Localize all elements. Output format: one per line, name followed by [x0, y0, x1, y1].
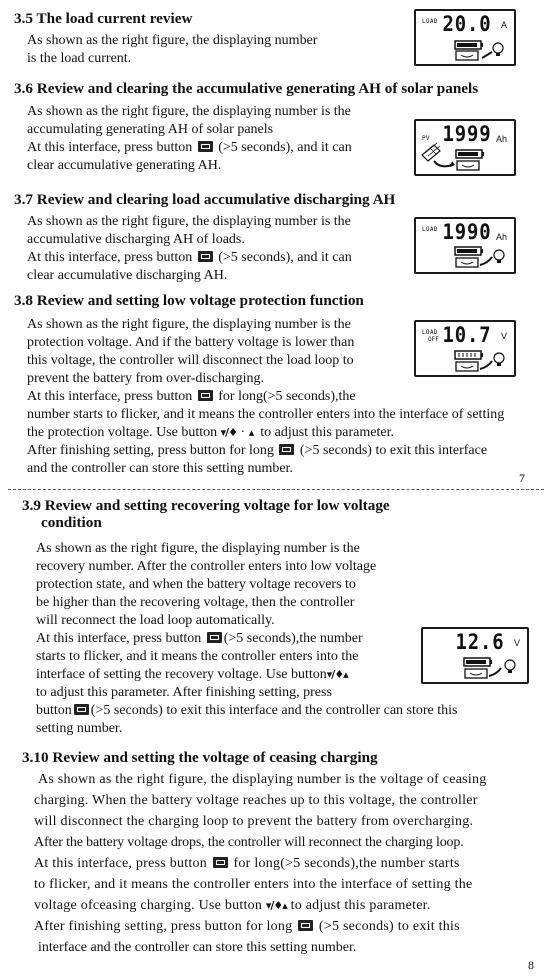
- lcd-button-icon: [207, 632, 222, 643]
- text-line: setting number.: [36, 721, 123, 736]
- section-3-9-title-cont: condition: [41, 514, 102, 531]
- battery-load-off-icon: [416, 322, 514, 375]
- lcd-button-icon: [213, 857, 228, 868]
- battery-discharge-icon: [416, 219, 514, 272]
- text-line: [34, 895, 487, 916]
- text-line: number starts to flicker, and it means the controller enters into the interface of setting: [27, 407, 505, 422]
- text-line: accumulative discharging AH of loads.: [27, 232, 245, 247]
- text-segment: button: [36, 703, 72, 718]
- lcd-button-icon: [279, 444, 294, 455]
- text-line: [36, 702, 458, 720]
- section-3-9-title: 3.9 Review and setting recovering voltage for low voltage: [22, 497, 390, 514]
- text-segment: At this interface, press button: [27, 389, 193, 404]
- lcd-off-tag: OFF: [428, 336, 439, 343]
- text-line: [27, 442, 504, 460]
- text-line: As shown as the right figure, the displaying number: [27, 33, 318, 48]
- lcd-value: 10.7: [442, 323, 492, 347]
- text-line: As shown as the right figure, the displaying number is the: [27, 104, 351, 119]
- battery-load-icon: [416, 11, 514, 64]
- section-3-6-body: [27, 103, 352, 175]
- text-segment: ·: [240, 425, 246, 440]
- text-segment: After finishing setting, press button for long: [34, 919, 293, 934]
- lcd-value: 1990: [442, 220, 492, 244]
- text-line: this voltage, the controller will disconnect the load loop to: [27, 353, 354, 368]
- text-line: accumulating generating AH of solar panels: [27, 122, 274, 137]
- text-line: protection voltage. And if the battery voltage is lower than: [27, 335, 355, 350]
- down-icon: ▾/♦: [220, 426, 238, 439]
- text-line: will disconnect the charging loop to prevent the battery from overcharging.: [34, 814, 474, 829]
- text-segment: to adjust this parameter.: [260, 425, 394, 440]
- text-segment: (>5 seconds) to exit this interface and the controller can store this: [90, 703, 458, 718]
- section-3-7-title: 3.7 Review and clearing load accumulative discharging AH: [14, 191, 396, 208]
- adjust-icon: ▾/♦▴: [326, 668, 348, 681]
- lcd-unit: Ah: [495, 232, 507, 242]
- text-line: clear accumulative generating AH.: [27, 158, 222, 173]
- text-segment: (>5 seconds), and it can: [218, 250, 352, 265]
- section-3-7-body: [27, 213, 352, 285]
- lcd-display-recovery-voltage: [421, 627, 529, 684]
- text-line: starts to flicker, and it means the controller enters into the: [36, 649, 359, 664]
- battery-load-icon: [423, 629, 527, 682]
- section-3-5-title: 3.5 The load current review: [14, 10, 193, 27]
- section-3-9-body: [36, 540, 458, 738]
- section-3-8-title: 3.8 Review and setting low voltage protection function: [14, 292, 364, 309]
- page-divider: [8, 489, 544, 490]
- text-line: prevent the battery from over-discharging.: [27, 371, 264, 386]
- section-3-8-body-b: [27, 388, 504, 478]
- text-line: [36, 630, 458, 648]
- text-line: is the load current.: [27, 51, 132, 66]
- section-3-5-body: [27, 32, 317, 68]
- lcd-value: 12.6: [455, 630, 505, 654]
- text-line: be higher than the recovering voltage, then the controller: [36, 595, 355, 610]
- text-line: interface and the controller can store this setting number.: [38, 940, 357, 955]
- text-line: [36, 666, 458, 684]
- lcd-unit: A: [500, 20, 507, 30]
- text-segment: At this interface, press button: [34, 856, 207, 871]
- lcd-mode-tag: LOAD: [422, 226, 438, 233]
- text-segment: interface of setting the recovery voltage. Use button: [36, 667, 327, 682]
- page-number: 7: [519, 471, 525, 485]
- text-line: As shown as the right figure, the displaying number is the voltage of ceasing: [38, 772, 487, 787]
- text-segment: At this interface, press button: [27, 250, 193, 265]
- section-3-6-title: 3.6 Review and clearing the accumulative generating AH of solar panels: [14, 80, 479, 97]
- text-segment: the protection voltage. Use button: [27, 425, 218, 440]
- text-segment: to adjust this parameter.: [290, 898, 431, 913]
- text-line: protection state, and when the battery voltage recovers to: [36, 577, 356, 592]
- text-segment: (>5 seconds),the number: [223, 631, 363, 646]
- text-segment: After finishing setting, press button for long: [27, 443, 274, 458]
- lcd-button-icon: [298, 920, 313, 931]
- text-line: [27, 424, 504, 442]
- lcd-mode-tag: LOAD: [422, 329, 438, 336]
- text-line: clear accumulative discharging AH.: [27, 268, 228, 283]
- lcd-button-icon: [198, 251, 213, 262]
- lcd-value: 1999: [442, 122, 492, 146]
- lcd-button-icon: [74, 704, 89, 715]
- text-segment: voltage ofceasing charging. Use button: [34, 898, 263, 913]
- text-line: As shown as the right figure, the displaying number is the: [27, 317, 351, 332]
- text-segment: (>5 seconds) to exit this: [318, 919, 460, 934]
- text-segment: (>5 seconds), and it can: [218, 140, 352, 155]
- lcd-display-load-ah: [414, 217, 516, 274]
- text-line: After the battery voltage drops, the controller will reconnect the charging loop.: [34, 835, 464, 850]
- lcd-display-load-current: [414, 9, 516, 66]
- solar-panel-charging-icon: [416, 121, 514, 174]
- lcd-display-pv-ah: [414, 119, 516, 176]
- text-line: [34, 916, 487, 937]
- text-line: [34, 853, 487, 874]
- text-line: recovery number. After the controller enters into low voltage: [36, 559, 377, 574]
- lcd-unit: V: [513, 638, 520, 648]
- lcd-unit: V: [500, 331, 507, 341]
- text-segment: for long(>5 seconds),the: [218, 389, 356, 404]
- text-line: charging. When the battery voltage reaches up to this voltage, the controller: [34, 793, 478, 808]
- lcd-value: 20.0: [442, 12, 492, 36]
- lcd-button-icon: [198, 390, 213, 401]
- text-line: [27, 388, 504, 406]
- page-number: 8: [528, 958, 534, 972]
- text-line: [27, 139, 352, 157]
- text-segment: for long(>5 seconds),the number starts: [233, 856, 460, 871]
- lcd-mode-tag: PV: [422, 135, 430, 142]
- section-3-10-body: [34, 769, 487, 958]
- section-3-8-body-a: [27, 316, 354, 388]
- adjust-icon: ▾/♦▴: [265, 899, 287, 912]
- section-3-10-title: 3.10 Review and setting the voltage of ceasing charging: [22, 749, 378, 766]
- lcd-mode-tag: LOAD: [422, 18, 438, 25]
- lcd-display-low-voltage: [414, 320, 516, 377]
- text-line: [27, 249, 352, 267]
- text-line: As shown as the right figure, the displaying number is the: [36, 541, 360, 556]
- lcd-unit: Ah: [495, 134, 507, 144]
- text-segment: At this interface, press button: [27, 140, 193, 155]
- text-segment: (>5 seconds) to exit this interface: [299, 443, 488, 458]
- text-line: to adjust this parameter. After finishing setting, press: [36, 685, 332, 700]
- text-line: will reconnect the load loop automatically.: [36, 613, 275, 628]
- text-line: and the controller can store this setting number.: [27, 461, 293, 476]
- up-icon: ▴: [248, 426, 254, 439]
- lcd-button-icon: [198, 141, 213, 152]
- text-line: As shown as the right figure, the displaying number is the: [27, 214, 351, 229]
- text-line: to flicker, and it means the controller enters into the interface of setting the: [34, 877, 473, 892]
- text-segment: At this interface, press button: [36, 631, 202, 646]
